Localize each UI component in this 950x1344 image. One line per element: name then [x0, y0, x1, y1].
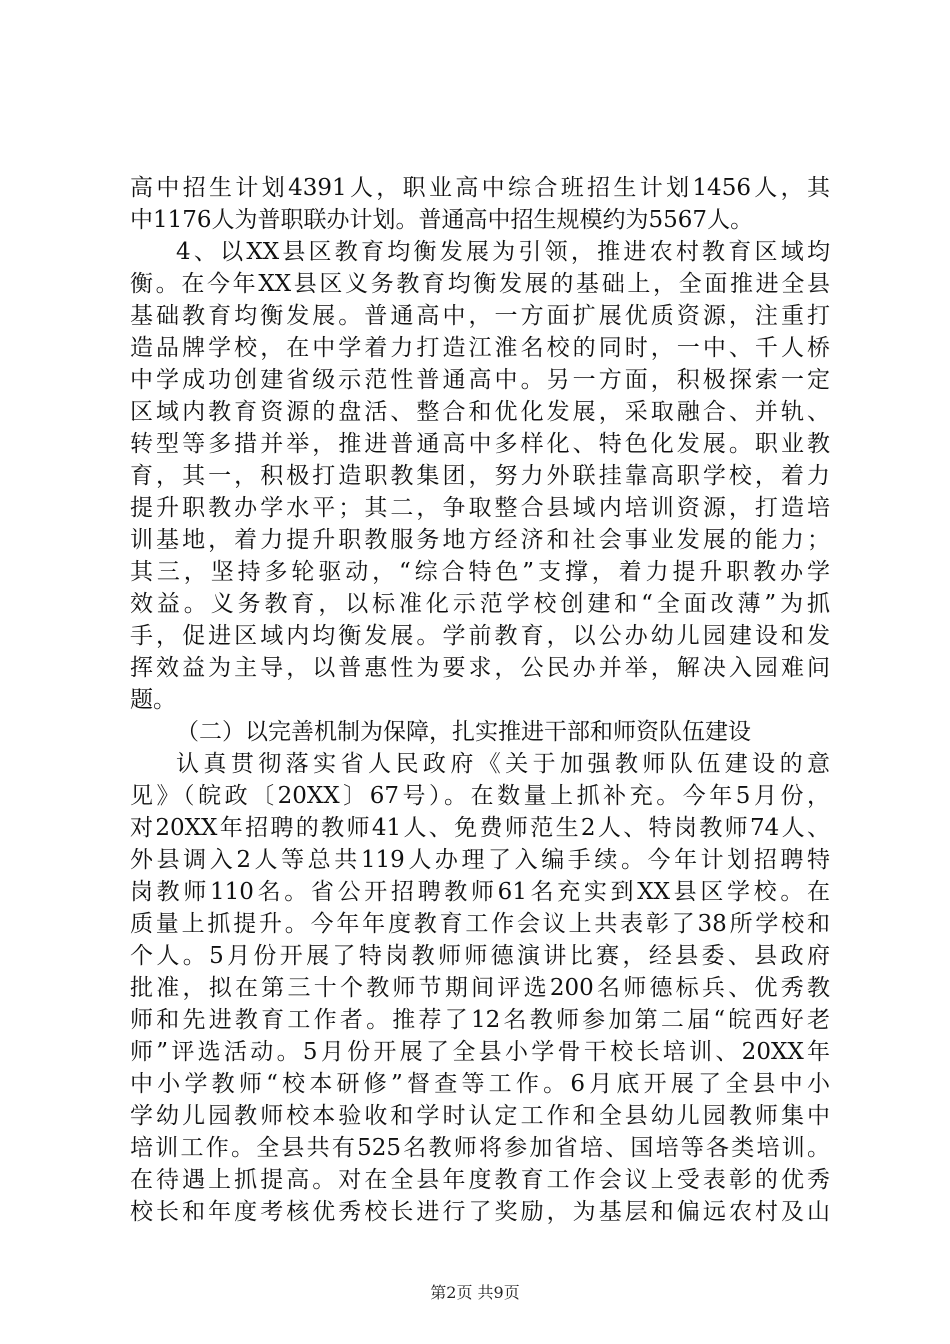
text-line: 训基地，着力提升职教服务地方经济和社会事业发展的能力； [130, 527, 830, 553]
text-line: 中学成功创建省级示范性普通高中。另一方面，积极探索一定 [130, 367, 830, 393]
text-line: 题。 [130, 687, 176, 713]
text-line: 挥效益为主导，以普惠性为要求，公民办并举，解决入园难问 [130, 655, 830, 681]
text-line: 在待遇上抓提高。对在全县年度教育工作会议上受表彰的优秀 [130, 1167, 830, 1193]
text-line: 个人。5月份开展了特岗教师师德演讲比赛，经县委、县政府 [130, 943, 830, 969]
text-line: 提升职教办学水平；其二，争取整合县域内培训资源，打造培 [130, 495, 830, 521]
text-line: 基础教育均衡发展。普通高中，一方面扩展优质资源，注重打 [130, 303, 830, 329]
text-line: 效益。义务教育，以标准化示范学校创建和“全面改薄”为抓 [130, 591, 830, 617]
page-number-label: 第2页 共9页 [430, 1283, 520, 1302]
text-line: 对20XX年招聘的教师41人、免费师范生2人、特岗教师74人、 [130, 815, 830, 841]
text-line: 中小学教师“校本研修”督查等工作。6月底开展了全县中小 [130, 1071, 830, 1097]
text-line: 衡。在今年XX县区义务教育均衡发展的基础上，全面推进全县 [130, 271, 830, 297]
text-line: 岗教师110名。省公开招聘教师61名充实到XX县区学校。在 [130, 879, 830, 905]
text-line: 批准，拟在第三十个教师节期间评选200名师德标兵、优秀教 [130, 975, 830, 1001]
text-line: 校长和年度考核优秀校长进行了奖励，为基层和偏远农村及山 [130, 1199, 830, 1225]
text-line: 4、以XX县区教育均衡发展为引领，推进农村教育区域均 [176, 239, 830, 265]
text-line: 质量上抓提升。今年年度教育工作会议上共表彰了38所学校和 [130, 911, 830, 937]
text-line: 师和先进教育工作者。推荐了12名教师参加第二届“皖西好老 [130, 1007, 830, 1033]
text-line: 外县调入2人等总共119人办理了入编手续。今年计划招聘特 [130, 847, 830, 873]
text-line: 培训工作。全县共有525名教师将参加省培、国培等各类培训。 [130, 1135, 830, 1161]
text-line: 高中招生计划4391人，职业高中综合班招生计划1456人，其 [130, 175, 830, 201]
body-text [130, 172, 830, 1228]
text-line: 造品牌学校，在中学着力打造江淮名校的同时，一中、千人桥 [130, 335, 830, 361]
text-line: 师”评选活动。5月份开展了全县小学骨干校长培训、20XX年 [130, 1039, 830, 1065]
text-line: 育，其一，积极打造职教集团，努力外联挂靠高职学校，着力 [130, 463, 830, 489]
text-line: 其三，坚持多轮驱动，“综合特色”支撑，着力提升职教办学 [130, 559, 830, 585]
text-line: 区域内教育资源的盘活、整合和优化发展，采取融合、并轨、 [130, 399, 830, 425]
text-line: 转型等多措并举，推进普通高中多样化、特色化发展。职业教 [130, 431, 830, 457]
text-line: 学幼儿园教师校本验收和学时认定工作和全县幼儿园教师集中 [130, 1103, 830, 1129]
section-heading: （二）以完善机制为保障，扎实推进干部和师资队伍建设 [176, 719, 751, 745]
text-line: 见》（皖政〔20XX〕67号）。在数量上抓补充。今年5月份， [130, 783, 830, 809]
page-footer [0, 1283, 950, 1303]
text-line: 认真贯彻落实省人民政府《关于加强教师队伍建设的意 [176, 751, 830, 777]
text-line: 手，促进区域内均衡发展。学前教育，以公办幼儿园建设和发 [130, 623, 830, 649]
text-line: 中1176人为普职联办计划。普通高中招生规模约为5567人。 [130, 207, 754, 233]
